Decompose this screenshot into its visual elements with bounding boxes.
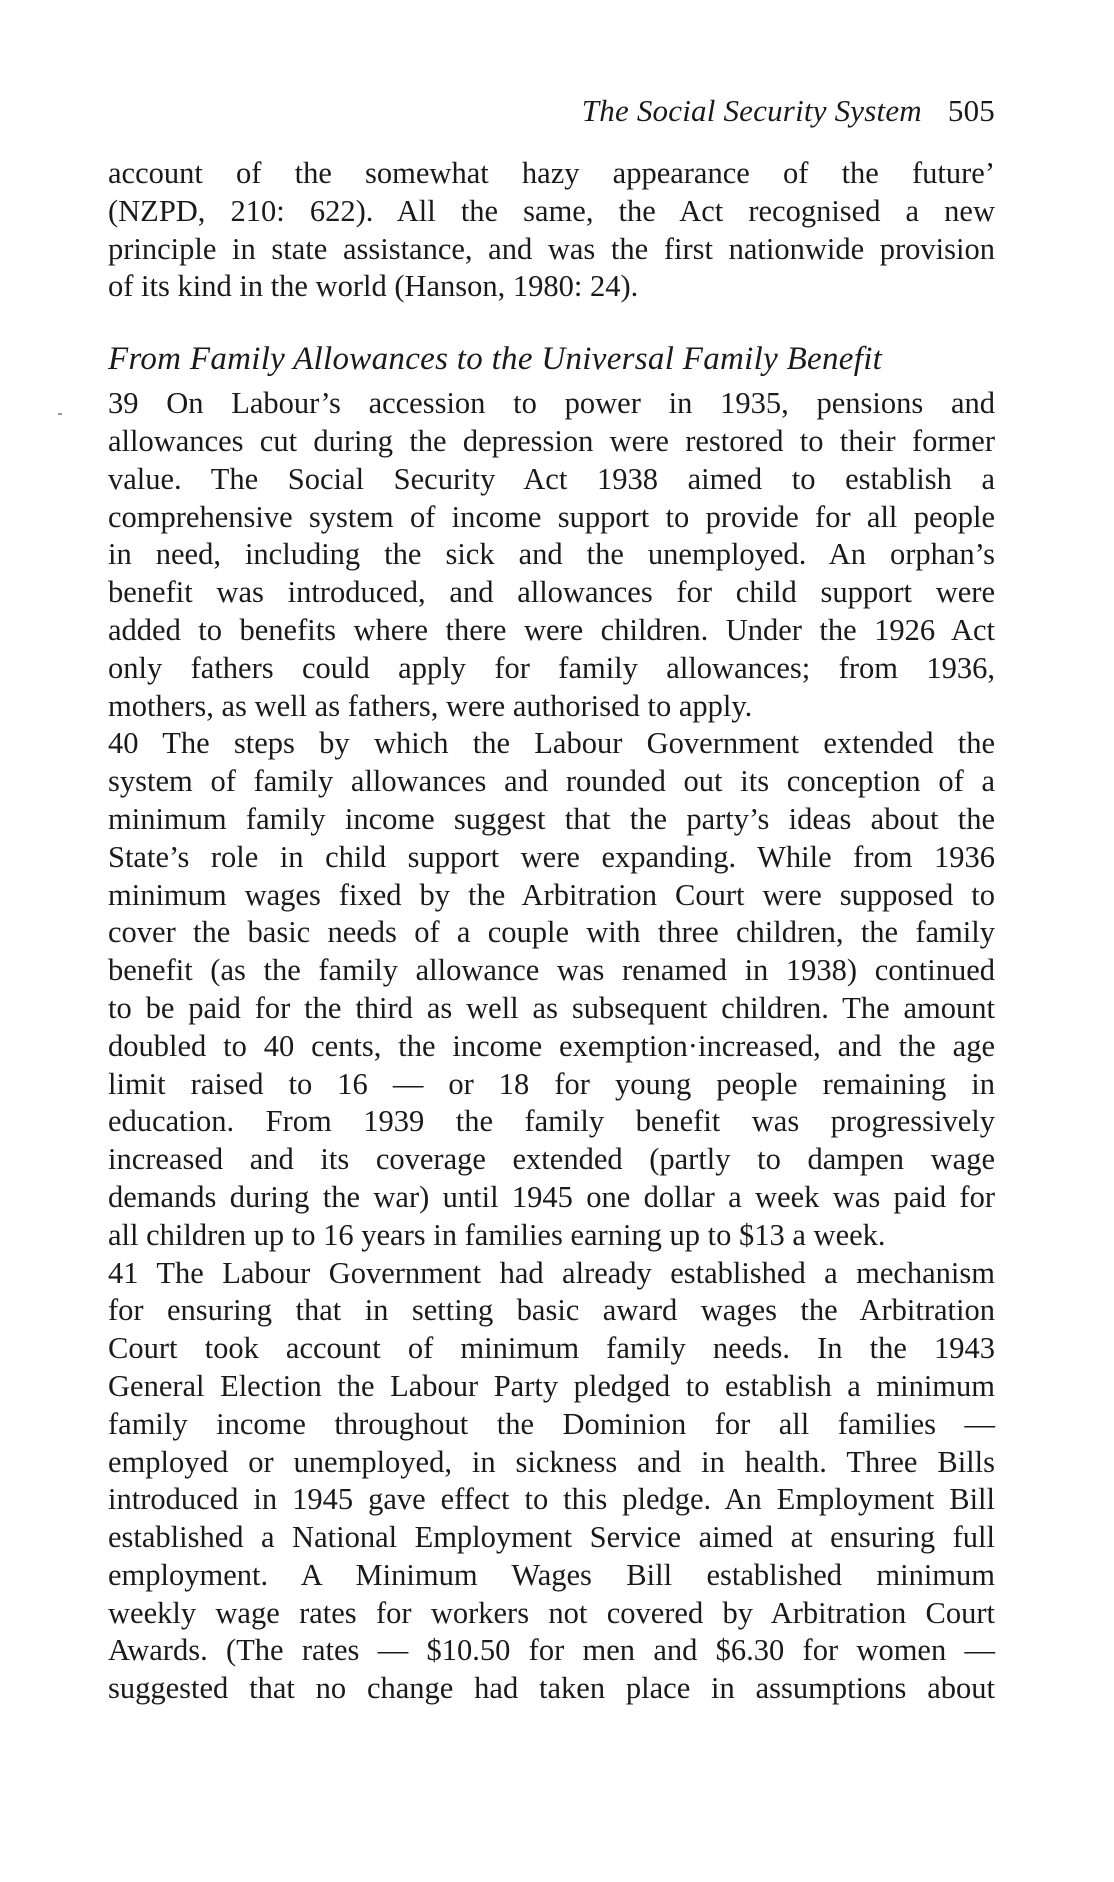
text-line: 41 The Labour Government had already established a mechanism — [108, 1255, 995, 1290]
paragraph-39 — [108, 385, 995, 725]
text-line: limit raised to 16 — or 18 for young people remaining in — [108, 1066, 995, 1101]
text-line: weekly wage rates for workers not covered by Arbitration Court — [108, 1595, 995, 1630]
text-line: Awards. (The rates — $10.50 for men and $6.30 for women — — [108, 1633, 995, 1668]
text-line: established a National Employment Service aimed at ensuring full — [108, 1520, 995, 1555]
text-line: (NZPD, 210: 622). All the same, the Act recognised a new — [108, 193, 995, 228]
text-line: minimum wages fixed by the Arbitration Court were supposed to — [108, 877, 995, 912]
text-line: increased and its coverage extended (partly to dampen wage — [108, 1142, 995, 1177]
text-line: principle in state assistance, and was the first nationwide provision — [108, 231, 995, 266]
text-line: Court took account of minimum family needs. In the 1943 — [108, 1331, 995, 1366]
running-head — [108, 92, 995, 130]
text-line: employment. A Minimum Wages Bill established minimum — [108, 1557, 995, 1592]
paragraph-continued — [108, 155, 995, 306]
text-line: for ensuring that in setting basic award wages the Arbitration — [108, 1293, 995, 1328]
text-line: comprehensive system of income support to provide for all people — [108, 499, 995, 534]
text-line: to be paid for the third as well as subsequent children. The amount — [108, 990, 995, 1025]
text-line: system of family allowances and rounded out its conception of a — [108, 764, 995, 799]
text-line: account of the somewhat hazy appearance of the future’ — [108, 156, 995, 190]
text-line: of its kind in the world (Hanson, 1980: 24). — [108, 269, 639, 304]
running-head-title: The Social Security System — [581, 93, 922, 128]
paragraph-41 — [108, 1255, 995, 1709]
text-line: family income throughout the Dominion for all families — — [108, 1406, 995, 1441]
page-number: 505 — [947, 93, 995, 128]
body-text — [108, 155, 995, 1708]
text-line: benefit (as the family allowance was renamed in 1938) continued — [108, 953, 995, 988]
text-line: 40 The steps by which the Labour Government extended the — [108, 726, 995, 761]
text-line: suggested that no change had taken place in assumptions about — [108, 1671, 995, 1706]
text-line: allowances cut during the depression were restored to their former — [108, 423, 995, 458]
text-line: value. The Social Security Act 1938 aimed to establish a — [108, 461, 995, 496]
text-line: State’s role in child support were expanding. While from 1936 — [108, 839, 995, 874]
text-line: employed or unemployed, in sickness and in health. Three Bills — [108, 1444, 995, 1479]
text-line: introduced in 1945 gave effect to this pledge. An Employment Bill — [108, 1482, 995, 1517]
text-line: mothers, as well as fathers, were authorised to apply. — [108, 688, 753, 723]
text-line: only fathers could apply for family allowances; from 1936, — [108, 650, 995, 685]
margin-mark — [58, 413, 62, 415]
text-line: cover the basic needs of a couple with three children, the family — [108, 915, 995, 950]
text-line: all children up to 16 years in families earning up to $13 a week. — [108, 1217, 886, 1252]
text-line: added to benefits where there were children. Under the 1926 Act — [108, 612, 995, 647]
text-line: education. From 1939 the family benefit was progressively — [108, 1104, 995, 1139]
text-line: General Election the Labour Party pledged to establish a minimum — [108, 1368, 995, 1403]
text-line: doubled to 40 cents, the income exemption·increased, and the age — [108, 1028, 995, 1063]
paragraph-40 — [108, 725, 995, 1254]
text-line: minimum family income suggest that the party’s ideas about the — [108, 801, 995, 836]
text-line: demands during the war) until 1945 one dollar a week was paid for — [108, 1179, 995, 1214]
text-line: in need, including the sick and the unemployed. An orphan’s — [108, 537, 995, 572]
section-heading: From Family Allowances to the Universal Family Benefit — [108, 341, 883, 378]
text-line: 39 On Labour’s accession to power in 1935, pensions and — [108, 386, 995, 421]
text-line: benefit was introduced, and allowances for child support were — [108, 575, 995, 610]
